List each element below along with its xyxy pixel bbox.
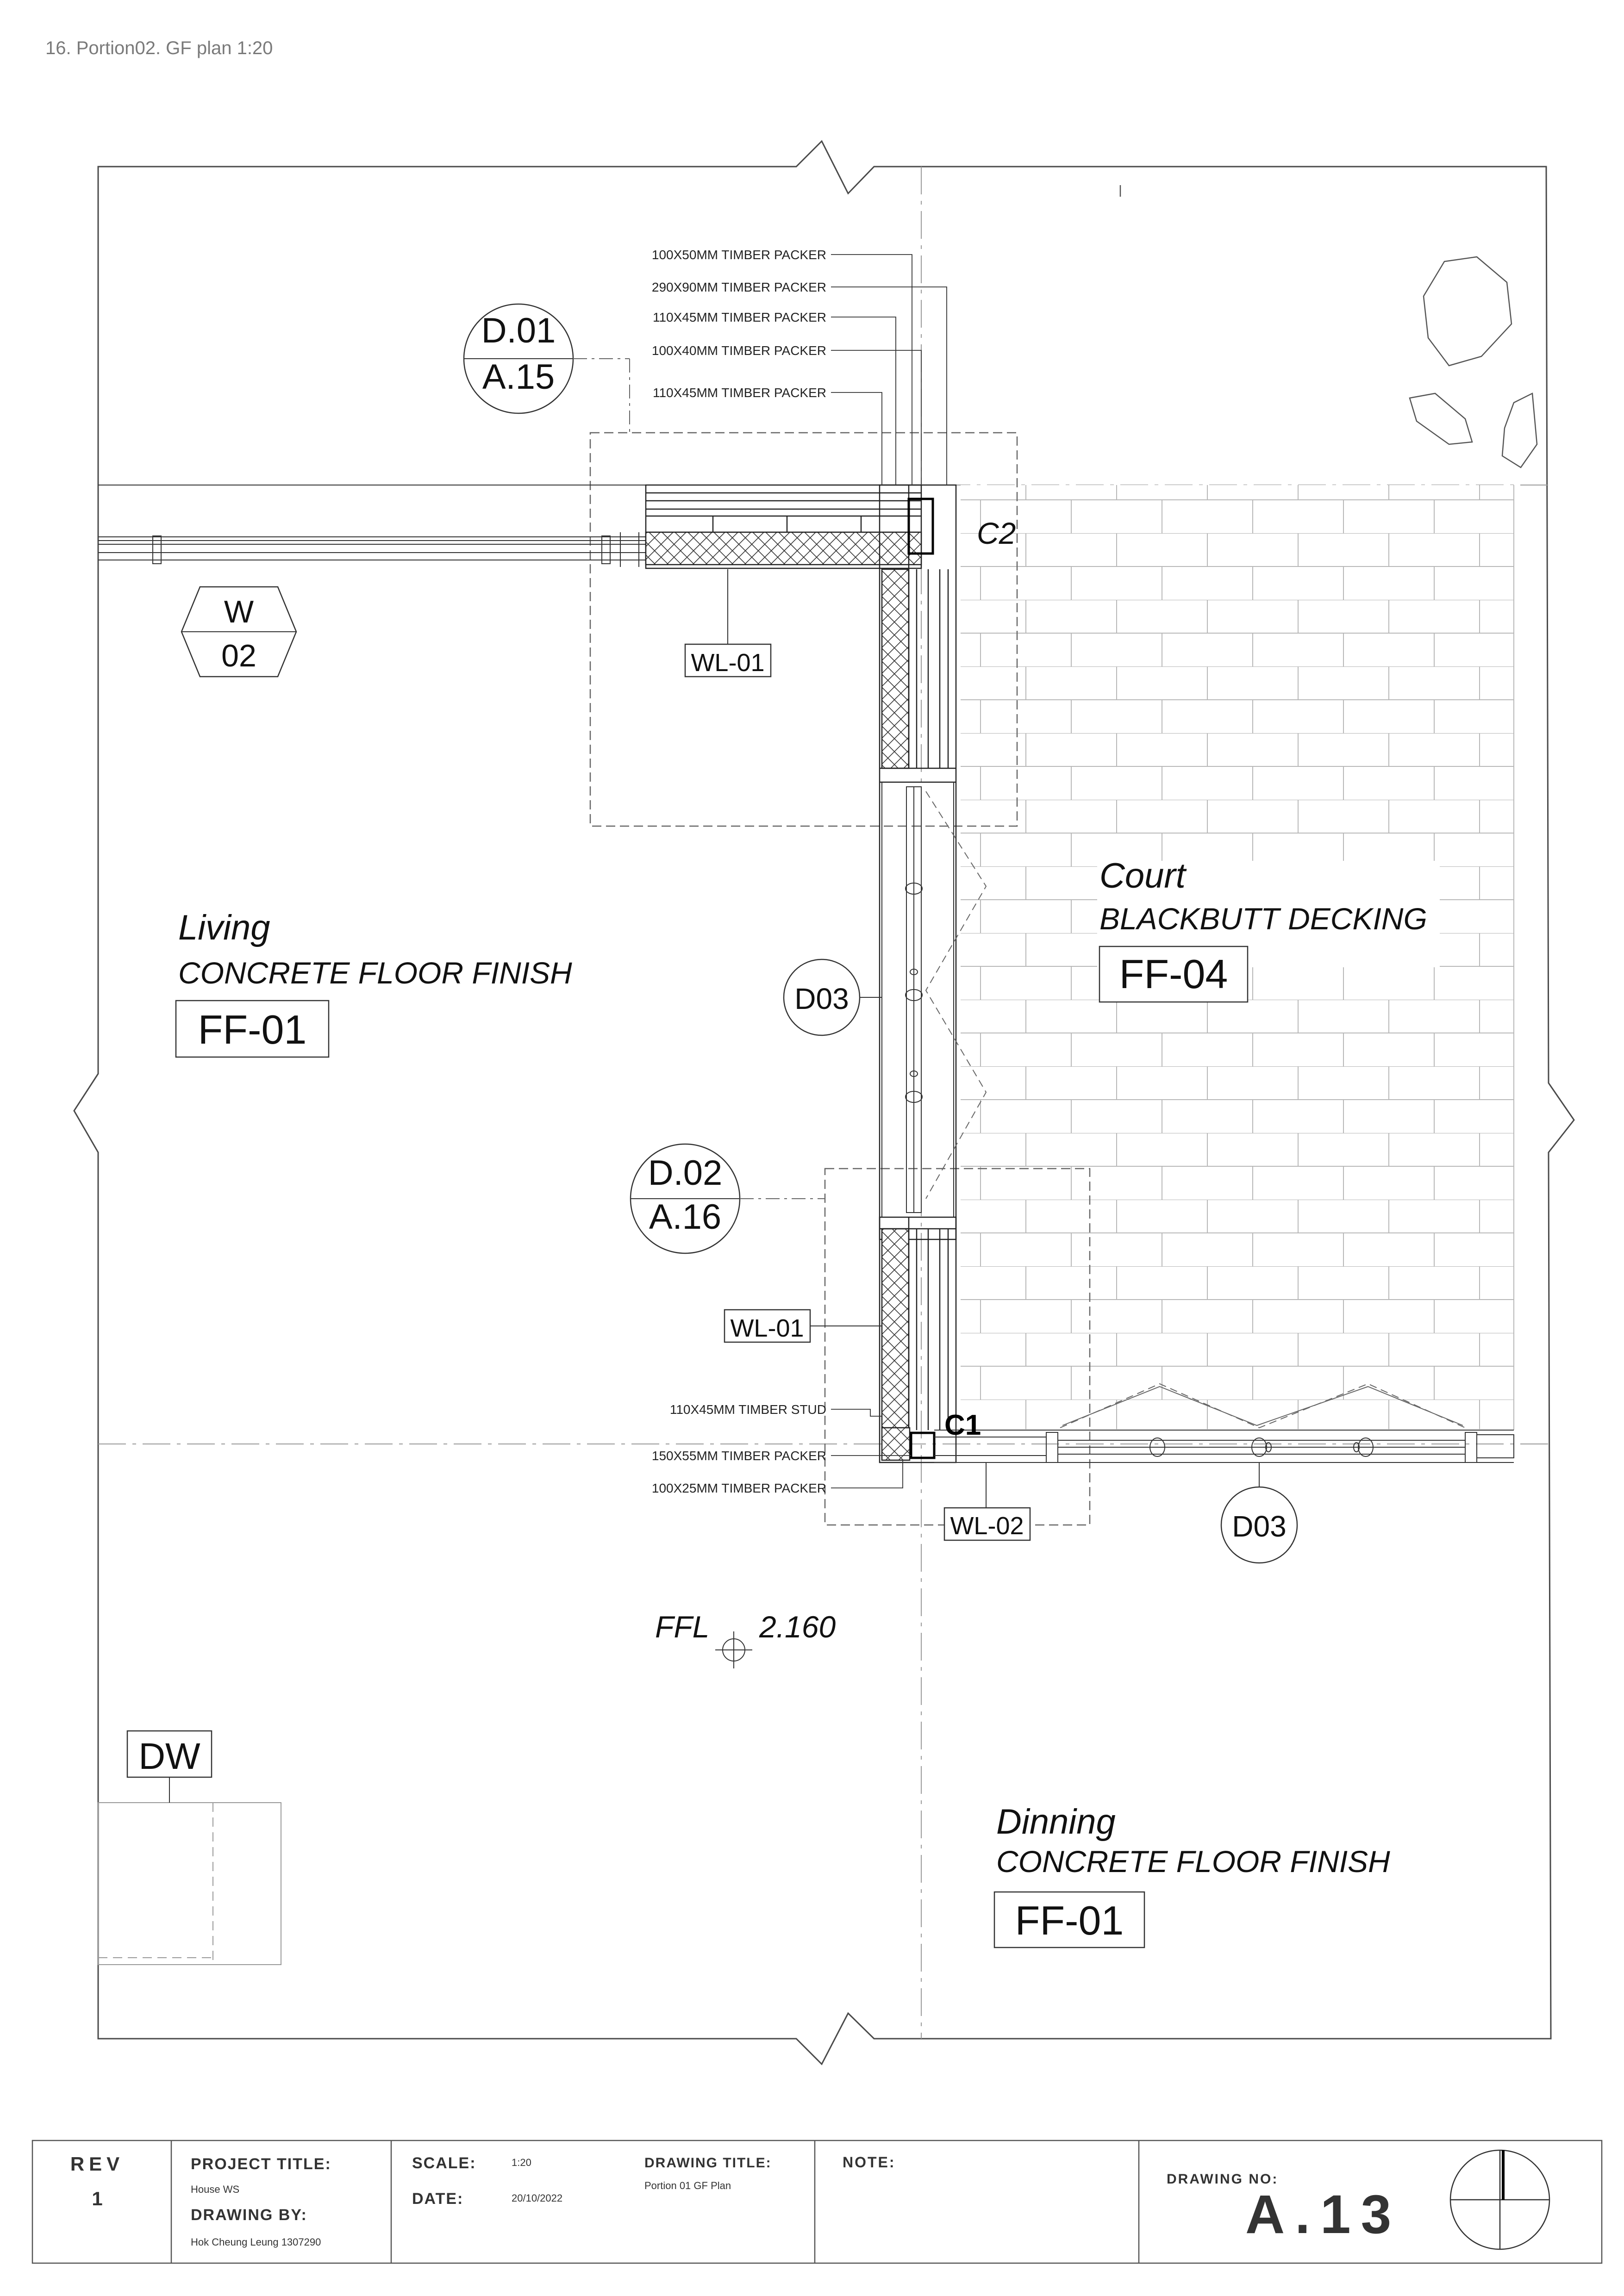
svg-text:WL-01: WL-01 bbox=[691, 649, 765, 677]
svg-text:WL-01: WL-01 bbox=[730, 1314, 804, 1342]
note-4: 100X40MM TIMBER PACKER bbox=[651, 343, 826, 358]
room-dinning-finish: CONCRETE FLOOR FINISH bbox=[996, 1844, 1390, 1879]
drawn-by-value: Hok Cheung Leung 1307290 bbox=[191, 2236, 321, 2248]
window-w02 bbox=[98, 485, 646, 567]
room-court-name: Court bbox=[1099, 856, 1186, 896]
callout-d02 bbox=[631, 1144, 825, 1253]
svg-text:D03: D03 bbox=[1232, 1510, 1287, 1543]
drawing-title-label: DRAWING TITLE: bbox=[644, 2155, 772, 2171]
project-title-label: PROJECT TITLE: bbox=[191, 2155, 331, 2173]
date-label: DATE: bbox=[412, 2190, 464, 2208]
column-c1-label: C1 bbox=[944, 1409, 981, 1441]
note-stud: 110X45MM TIMBER STUD bbox=[669, 1402, 826, 1417]
wall-top-vertical bbox=[880, 485, 956, 1239]
drawing-title-value: Portion 01 GF Plan bbox=[644, 2180, 731, 2191]
svg-text:DW: DW bbox=[138, 1736, 200, 1777]
callout-d01-top: D.01 bbox=[481, 311, 556, 350]
room-living-finish: CONCRETE FLOOR FINISH bbox=[178, 956, 572, 990]
note-2: 290X90MM TIMBER PACKER bbox=[651, 280, 826, 294]
dishwasher-tag bbox=[127, 1731, 212, 1803]
drawing-no-value: A.13 bbox=[1245, 2184, 1402, 2245]
callout-d01-bottom: A.15 bbox=[482, 357, 555, 397]
wall-tag-wl01-top bbox=[685, 569, 771, 677]
date-value: 20/10/2022 bbox=[512, 2192, 563, 2204]
page-header: 16. Portion02. GF plan 1:20 bbox=[45, 38, 273, 58]
door-tag-d03-b bbox=[1221, 1462, 1297, 1563]
drawn-by-label: DRAWING BY: bbox=[191, 2206, 307, 2224]
room-dinning bbox=[994, 1802, 1390, 1948]
room-dinning-tag: FF-01 bbox=[1015, 1898, 1124, 1943]
note-packer-100: 100X25MM TIMBER PACKER bbox=[651, 1481, 826, 1495]
scale-value: 1:20 bbox=[512, 2157, 531, 2168]
landscape-elements bbox=[1120, 185, 1537, 467]
room-court-tag: FF-04 bbox=[1119, 951, 1228, 997]
wall-tag-wl01-bottom bbox=[725, 1310, 882, 1342]
door-tag-d03-a bbox=[784, 959, 882, 1035]
note-5: 110X45MM TIMBER PACKER bbox=[652, 386, 826, 400]
note-label: NOTE: bbox=[843, 2154, 896, 2171]
room-living-name: Living bbox=[178, 908, 270, 947]
wall-tag-wl02 bbox=[944, 1462, 1030, 1540]
room-living-tag: FF-01 bbox=[198, 1007, 307, 1052]
detail-box-d01 bbox=[590, 433, 1017, 826]
top-leader-notes bbox=[831, 255, 947, 485]
window-tag-w02 bbox=[181, 587, 296, 677]
room-court-finish: BLACKBUTT DECKING bbox=[1099, 902, 1427, 936]
callout-d02-bottom: A.16 bbox=[649, 1197, 722, 1237]
level-value: 2.160 bbox=[759, 1610, 836, 1644]
window-tag-bottom: 02 bbox=[221, 638, 256, 673]
rev-label: REV bbox=[70, 2153, 125, 2175]
note-3: 110X45MM TIMBER PACKER bbox=[652, 310, 826, 324]
note-1: 100X50MM TIMBER PACKER bbox=[651, 248, 826, 262]
column-c1 bbox=[911, 1433, 934, 1458]
level-marker bbox=[655, 1610, 836, 1668]
column-c2-label: C2 bbox=[977, 516, 1016, 550]
project-title-value: House WS bbox=[191, 2184, 240, 2195]
room-dinning-name: Dinning bbox=[996, 1802, 1116, 1842]
svg-text:WL-02: WL-02 bbox=[950, 1512, 1024, 1540]
callout-d02-top: D.02 bbox=[648, 1153, 723, 1193]
note-packer-150: 150X55MM TIMBER PACKER bbox=[651, 1449, 826, 1463]
room-living bbox=[176, 908, 572, 1057]
svg-text:D03: D03 bbox=[794, 982, 849, 1015]
dishwasher-outline bbox=[98, 1803, 281, 1965]
level-label: FFL bbox=[655, 1610, 710, 1644]
drawing-no-label: DRAWING NO: bbox=[1167, 2172, 1279, 2187]
north-arrow-icon bbox=[1450, 2150, 1549, 2249]
scale-label: SCALE: bbox=[412, 2154, 476, 2172]
callout-d01 bbox=[464, 304, 630, 433]
window-tag-top: W bbox=[224, 594, 254, 629]
rev-value: 1 bbox=[92, 2188, 103, 2209]
